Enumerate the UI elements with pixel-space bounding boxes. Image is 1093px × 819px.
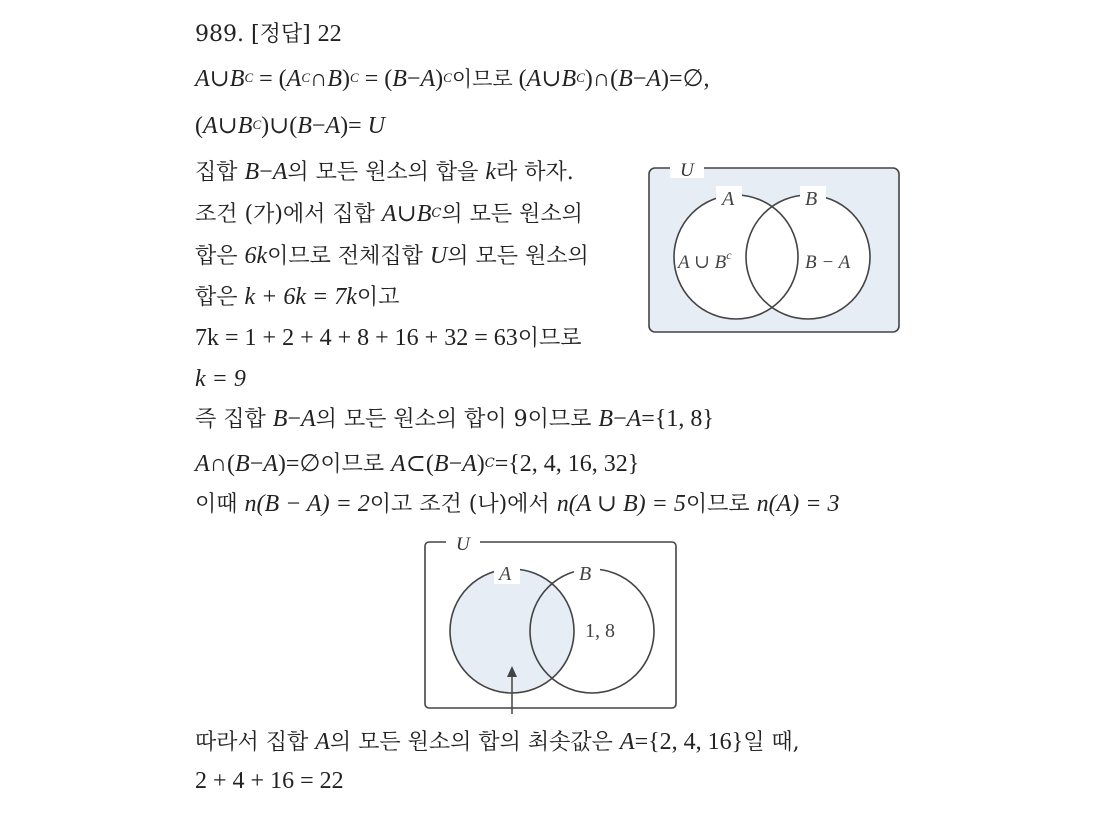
u-label: U bbox=[680, 160, 694, 181]
sym-minus: − bbox=[613, 406, 627, 432]
sym-k: k bbox=[485, 159, 497, 185]
sym-a: A bbox=[526, 66, 542, 92]
sym-eq: = bbox=[285, 451, 300, 477]
sym-b: B bbox=[416, 201, 432, 227]
sym-eq: = bbox=[494, 451, 509, 477]
sym-a: A bbox=[195, 66, 210, 92]
sym-a: A bbox=[391, 451, 406, 477]
text-line-5 bbox=[195, 200, 583, 232]
text: 일 때, bbox=[743, 730, 800, 755]
text: 라 하자. bbox=[496, 160, 574, 185]
text: 합은 bbox=[195, 244, 245, 269]
sym-lp: ( bbox=[610, 66, 619, 92]
set: {1, 8} bbox=[654, 406, 714, 432]
sym-eq: = bbox=[641, 406, 655, 432]
sym-a: A bbox=[263, 451, 278, 477]
sym-a: A bbox=[286, 66, 302, 92]
text: 조건 (가)에서 집합 bbox=[195, 202, 382, 227]
text-line-12 bbox=[195, 490, 839, 519]
sym-eq: = bbox=[634, 729, 649, 755]
text: 이고 bbox=[356, 285, 400, 310]
region-b-minus-a: B − A bbox=[805, 252, 851, 273]
set: {2, 4, 16} bbox=[648, 729, 744, 755]
text: 합은 bbox=[195, 285, 245, 310]
sym-eq: = bbox=[348, 113, 362, 139]
venn-diagram-2 bbox=[424, 534, 679, 714]
sym-subset: ⊂ bbox=[405, 451, 426, 477]
sym-b: B bbox=[433, 451, 449, 477]
text: 이고 조건 (나)에서 bbox=[369, 492, 557, 517]
sym-b: B bbox=[272, 406, 288, 432]
sym-cup: ∪ bbox=[269, 113, 290, 139]
sym-eq: = bbox=[259, 66, 273, 92]
text: 즉 집합 bbox=[195, 407, 273, 432]
sym-a: A bbox=[420, 66, 436, 92]
sym-minus: − bbox=[287, 406, 301, 432]
equation-line-1 bbox=[195, 65, 709, 96]
sym-b: B bbox=[392, 66, 407, 92]
text: 따라서 집합 bbox=[195, 730, 316, 755]
text-line-11 bbox=[195, 450, 639, 482]
answer-label: [정답] bbox=[250, 22, 311, 47]
set: {2, 4, 16, 32} bbox=[508, 451, 640, 477]
equation: 7k = 1 + 2 + 4 + 8 + 16 + 32 = 63 bbox=[195, 325, 518, 351]
sym-c: C bbox=[484, 456, 495, 471]
sym-comma: , bbox=[703, 66, 710, 92]
answer-value: 22 bbox=[317, 21, 342, 47]
text-line-14 bbox=[195, 767, 344, 795]
sym-minus: − bbox=[448, 451, 463, 477]
sym-b: B bbox=[229, 66, 245, 92]
text-line-9 bbox=[195, 365, 246, 393]
sym-rp: ) bbox=[342, 66, 351, 92]
text-line-13 bbox=[195, 728, 800, 757]
sym-minus: − bbox=[632, 66, 647, 92]
equation-line-2 bbox=[195, 112, 385, 143]
text-line-6 bbox=[195, 242, 589, 271]
equation: n(B − A) = 2 bbox=[244, 491, 370, 517]
sym-a: A bbox=[315, 729, 330, 755]
sym-a: A bbox=[325, 113, 341, 139]
sym-6k: 6k bbox=[244, 243, 268, 269]
sym-a: A bbox=[381, 201, 397, 227]
sym-eq: = bbox=[364, 66, 379, 92]
sym-b: B bbox=[297, 113, 312, 139]
sym-rp: ) bbox=[277, 451, 286, 477]
problem-header bbox=[195, 20, 342, 49]
sym-rp: ) bbox=[340, 113, 349, 139]
sym-cap: ∩ bbox=[310, 66, 328, 92]
b-label: B bbox=[579, 563, 592, 585]
sym-c: C bbox=[431, 206, 442, 221]
text: 이므로 bbox=[517, 326, 582, 351]
sym-empty: ∅ bbox=[299, 451, 321, 477]
sym-lp: ( bbox=[518, 66, 527, 92]
sym-lp: ( bbox=[425, 451, 434, 477]
text-imeuro: 이므로 bbox=[451, 67, 513, 91]
sym-b: B bbox=[235, 451, 250, 477]
sym-cap: ∩ bbox=[209, 451, 228, 477]
sym-lp: ( bbox=[289, 113, 298, 139]
sym-a: A bbox=[462, 451, 477, 477]
text: 의 모든 원소의 합을 bbox=[287, 160, 486, 185]
text-line-7 bbox=[195, 283, 399, 312]
text: 이때 bbox=[195, 492, 245, 517]
region-a-union-bc: A ∪ $B^c$ bbox=[678, 248, 732, 273]
sym-lp: ( bbox=[227, 451, 236, 477]
a-label: A bbox=[499, 563, 512, 585]
b-label: B bbox=[805, 188, 818, 210]
equation: n(A) = 3 bbox=[756, 491, 840, 517]
sym-rp: ) bbox=[476, 451, 485, 477]
text: 이므로 bbox=[685, 492, 757, 517]
sym-lp: ( bbox=[384, 66, 393, 92]
sym-minus: − bbox=[259, 159, 273, 185]
sym-cup: ∪ bbox=[396, 201, 417, 227]
sym-a: A bbox=[300, 406, 316, 432]
sym-u: U bbox=[367, 113, 386, 139]
sym-c: C bbox=[350, 70, 359, 85]
sym-c: C bbox=[301, 70, 311, 85]
sym-a: A bbox=[203, 113, 218, 139]
sym-cup: ∪ bbox=[541, 66, 562, 92]
sym-a: A bbox=[626, 406, 642, 432]
u-label: U bbox=[456, 534, 470, 555]
text-line-10 bbox=[195, 405, 714, 434]
sym-c: C bbox=[576, 70, 585, 85]
sym-cap: ∩ bbox=[592, 66, 611, 92]
equation: n(A ∪ B) = 5 bbox=[556, 491, 686, 517]
sym-b: B bbox=[561, 66, 577, 92]
sym-sum: k + 6k = 7k bbox=[244, 284, 357, 310]
equation: k = 9 bbox=[195, 366, 246, 392]
text: 의 모든 원소의 합의 최솟값은 bbox=[329, 730, 620, 755]
text-line-4 bbox=[195, 158, 574, 187]
sym-empty: ∅ bbox=[682, 66, 704, 92]
region-b-minus-a-values: 1, 8 bbox=[585, 620, 615, 642]
sym-a: A bbox=[619, 729, 635, 755]
sym-cup: ∪ bbox=[209, 66, 230, 92]
sym-rp: ) bbox=[261, 113, 270, 139]
sym-c: C bbox=[252, 117, 262, 132]
sym-b: B bbox=[598, 406, 614, 432]
sym-eq: = bbox=[669, 66, 683, 92]
text: 의 모든 원소의 bbox=[447, 244, 589, 269]
sym-minus: − bbox=[249, 451, 264, 477]
sym-b: B bbox=[327, 66, 343, 92]
sym-c: C bbox=[244, 70, 254, 85]
text: 집합 bbox=[195, 160, 245, 185]
sym-c: C bbox=[443, 70, 452, 85]
a-label: A bbox=[722, 188, 735, 210]
sym-a: A bbox=[195, 451, 210, 477]
sym-a: A bbox=[272, 159, 288, 185]
sym-rp: ) bbox=[435, 66, 444, 92]
venn-diagram-1 bbox=[648, 160, 903, 335]
sym-minus: − bbox=[406, 66, 421, 92]
sym-rp: ) bbox=[584, 66, 593, 92]
text: 이므로 bbox=[320, 452, 392, 477]
sym-b: B bbox=[237, 113, 253, 139]
equation: 2 + 4 + 16 = 22 bbox=[195, 768, 344, 794]
sym-minus: − bbox=[311, 113, 326, 139]
sym-lp: ( bbox=[278, 66, 287, 92]
text: 의 모든 원소의 합이 9이므로 bbox=[315, 407, 599, 432]
text: 의 모든 원소의 bbox=[441, 202, 583, 227]
sym-rp: ) bbox=[661, 66, 670, 92]
text-line-8 bbox=[195, 324, 582, 353]
sym-lp: ( bbox=[195, 113, 203, 139]
sym-b: B bbox=[244, 159, 260, 185]
text: 이므로 전체집합 bbox=[267, 244, 430, 269]
sym-b: B bbox=[618, 66, 633, 92]
sym-cup: ∪ bbox=[217, 113, 238, 139]
sym-u: U bbox=[429, 243, 448, 269]
problem-number: 989. bbox=[195, 22, 244, 47]
sym-a: A bbox=[646, 66, 662, 92]
